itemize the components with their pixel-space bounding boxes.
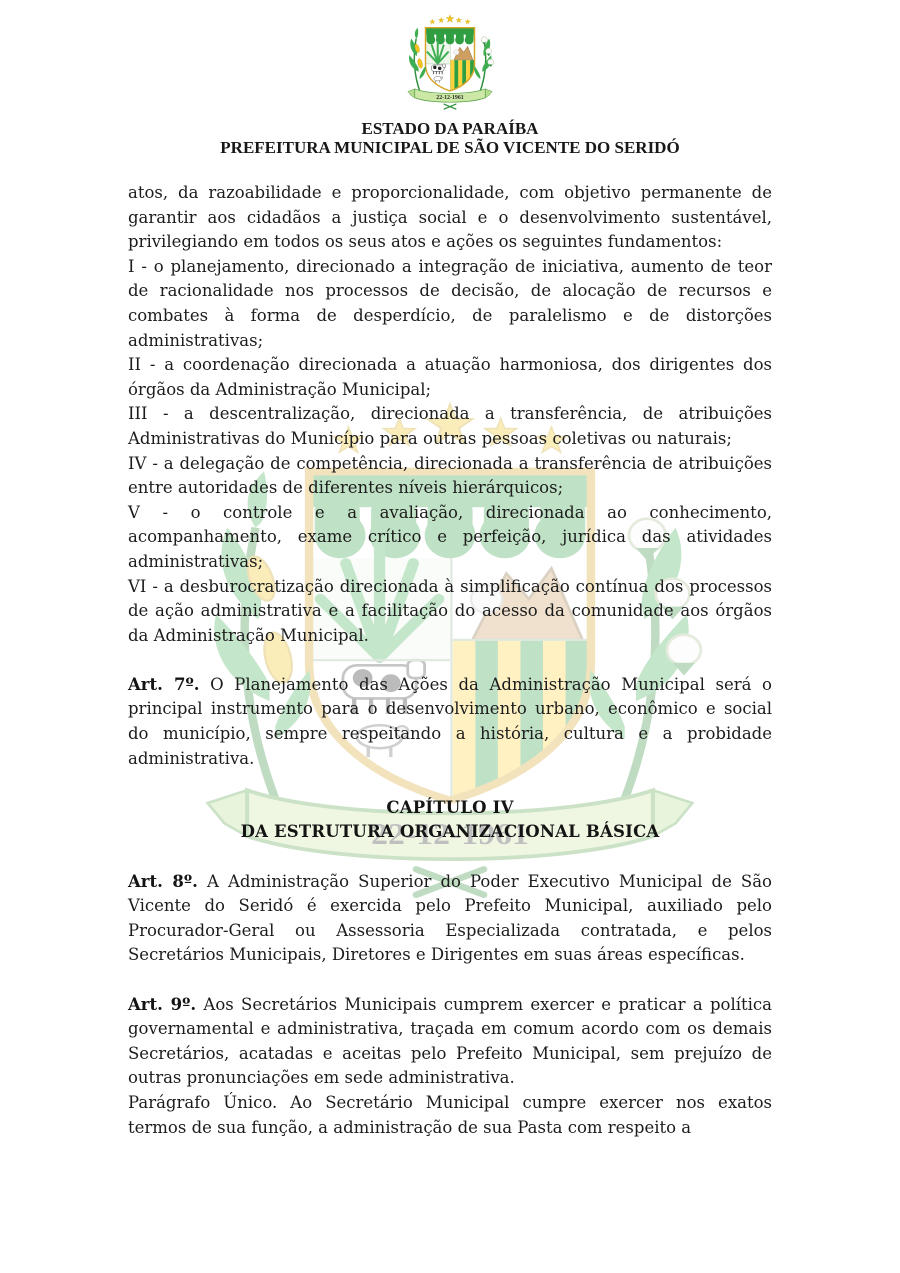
municipal-coat-of-arms-icon — [396, 13, 504, 111]
item-V: V - o controle e a avaliação, direcionada ao conhecimento, acompanhamento, exame crítico e perfeição, jurídica das atividades administrativas; — [128, 502, 772, 571]
item-I: I - o planejamento, direcionado a integração de iniciativa, aumento de teor de racionalidade nos processos de decisão, de alocação de recursos e combates à forma de desperdício, de paralelismo e de distorções administrativas; — [128, 256, 772, 350]
item-VI: VI - a desburocratização direcionada à simplificação contínua dos processos de ação administrativa e a facilitação do acesso da comunidade aos órgãos da Administração Municipal. — [128, 576, 772, 645]
paragrafo-unico: Parágrafo Único. Ao Secretário Municipal cumpre exercer nos exatos termos de sua função, a administração de sua Pasta com respeito a — [128, 1092, 772, 1137]
item-II: II - a coordenação direcionada a atuação harmoniosa, dos dirigentes dos órgãos da Administração Municipal; — [128, 355, 772, 399]
document-body — [128, 181, 772, 1140]
article-7: Art. 7º. O Planejamento das Ações da Administração Municipal será o principal instrumento para o desenvolvimento urbano, econômico e social do município, sempre respeitando a história, cultura e a probidade administrativa. — [128, 674, 772, 768]
blank-line — [128, 845, 772, 870]
letterhead-municipality-title: PREFEITURA MUNICIPAL DE SÃO VICENTE DO SERIDÓ — [220, 138, 680, 157]
item-IV: IV - a delegação de competência, direcionada a transferência de atribuições entre autoridades de diferentes níveis hierárquicos; — [128, 453, 772, 498]
blank-line — [128, 968, 772, 993]
blank-line — [128, 648, 772, 673]
blank-line — [128, 771, 772, 796]
chapter-title: DA ESTRUTURA ORGANIZACIONAL BÁSICA — [240, 822, 660, 842]
letterhead — [0, 0, 900, 158]
chapter-number: CAPÍTULO IV — [386, 797, 514, 817]
article-number: Art. 7º. — [128, 674, 200, 694]
article-8: Art. 8º. A Administração Superior do Poder Executivo Municipal de São Vicente do Seridó é exercida pelo Prefeito Municipal, auxiliado pelo Procurador-Geral ou Assessoria Especializada contratada, e pelos Secretários Municipais, Diretores e Dirigentes em suas áreas específicas. — [128, 871, 772, 965]
article-number: Art. 8º. — [128, 871, 198, 891]
article-number: Art. 9º. — [128, 994, 197, 1014]
letterhead-state-title: ESTADO DA PARAÍBA — [361, 119, 539, 138]
para-continuation: atos, da razoabilidade e proporcionalidade, com objetivo permanente de garantir aos cidadãos a justiça social e o desenvolvimento sustentável, privilegiando em todos os seus atos e ações os seguintes fundamentos: — [128, 183, 772, 252]
item-III: III - a descentralização, direcionada a transferência, de atribuições Administrativas do Município para outras pessoas coletivas ou naturais; — [128, 404, 772, 448]
article-9: Art. 9º. Aos Secretários Municipais cumprem exercer e praticar a política governamental e administrativa, traçada em comum acordo com os demais Secretários, acatadas e aceitas pelo Prefeito Municipal, sem prejuízo de outras pronunciações em sede administrativa. — [128, 994, 772, 1088]
